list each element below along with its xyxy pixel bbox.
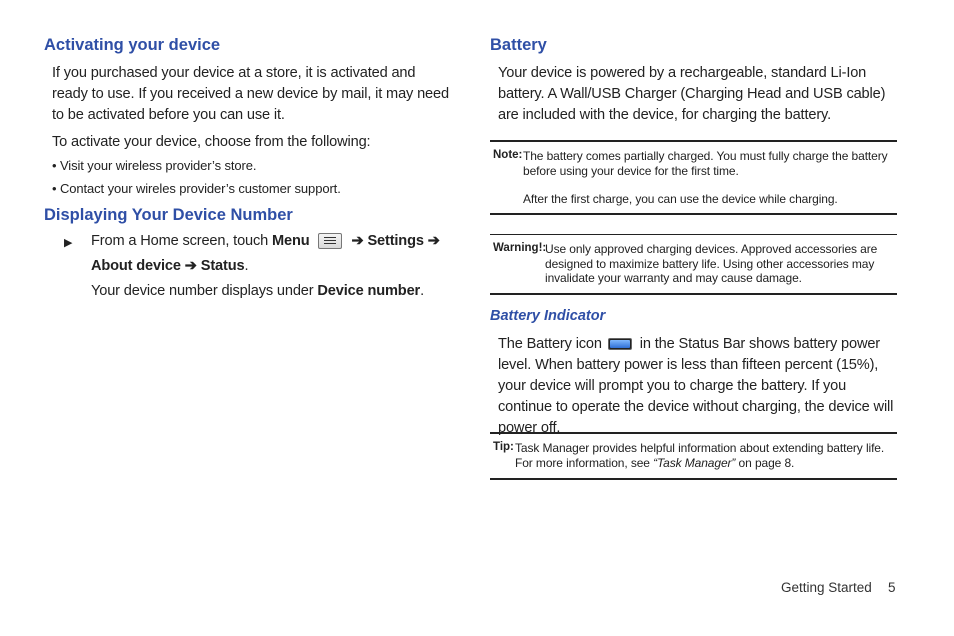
note-text-1: The battery comes partially charged. You must fully charge the battery before using your device for the first time.: [523, 149, 888, 178]
step-status-label: Status: [200, 258, 245, 274]
battery-paragraph: Your device is powered by a rechargeable, standard Li-Ion battery. A Wall/USB Charger (Charging Head and USB cable) are included with the device, for charging the battery.: [498, 65, 886, 123]
battery-indicator-paragraph: [498, 334, 897, 439]
activating-paragraph-2: To activate your device, choose from the following:: [52, 134, 371, 150]
tip-text: [515, 441, 897, 470]
result-text: Your device number displays under: [91, 283, 318, 299]
menu-icon: [318, 233, 342, 249]
indicator-text-after: in the Status Bar shows battery power level. When battery power is less than fifteen percent (15%), your device will prompt you to charge the battery. If you continue to operate the device without charging, the device will power off.: [498, 336, 894, 436]
note-top-rule: [490, 140, 897, 142]
warning-bottom-rule: [490, 293, 897, 295]
warning-label: Warning!:: [493, 242, 547, 254]
heading-activating: Activating your device: [44, 36, 221, 54]
tip-bottom-rule: [490, 478, 897, 480]
tip-text-1: Task Manager provides helpful information about extending battery life. For more information, see: [515, 441, 885, 470]
step-arrow-1: ➔: [347, 233, 368, 249]
note-label: Note:: [493, 149, 523, 161]
battery-icon: [608, 338, 632, 350]
tip-top-rule: [490, 432, 897, 434]
note-bottom-rule: [490, 213, 897, 215]
footer-page-number: 5: [888, 580, 896, 595]
step-menu-label: Menu: [272, 233, 310, 249]
result-bold: Device number: [317, 283, 421, 299]
step-settings-label: Settings: [367, 233, 424, 249]
note-text-2: After the first charge, you can use the device while charging.: [523, 192, 838, 206]
heading-battery-indicator: Battery Indicator: [490, 308, 606, 324]
step-arrow-2: ➔: [423, 233, 440, 249]
list-item-support: • Contact your wireles provider’s customer support.: [52, 181, 341, 196]
step-line-2: [91, 256, 248, 277]
heading-battery: Battery: [490, 36, 547, 54]
activating-paragraph-1: If you purchased your device at a store, it is activated and ready to use. If you received a new device by mail, it may need to be activated before you can use it.: [52, 65, 449, 123]
warning-text: Use only approved charging devices. Approved accessories are designed to maximize battery life. Using other accessories may invalidate your warranty and may cause damage.: [545, 242, 878, 285]
device-number-result: [91, 281, 424, 302]
indicator-text-before: The Battery icon: [498, 336, 602, 352]
tip-link[interactable]: “Task Manager”: [653, 455, 736, 470]
footer-section: Getting Started: [781, 580, 872, 595]
step-about-label: About device: [91, 258, 181, 274]
step-text: From a Home screen, touch: [91, 233, 273, 249]
step-arrow-3: ➔: [180, 258, 201, 274]
result-period: .: [420, 283, 424, 299]
list-item-store: • Visit your wireless provider’s store.: [52, 158, 257, 173]
tip-text-2: on page 8.: [735, 455, 795, 470]
step-line-1: [91, 231, 440, 252]
tip-label: Tip:: [493, 441, 514, 453]
step-period: .: [244, 258, 249, 274]
heading-device-number: Displaying Your Device Number: [44, 206, 293, 224]
warning-top-rule: [490, 234, 897, 235]
step-marker-icon: ▶: [64, 237, 73, 249]
